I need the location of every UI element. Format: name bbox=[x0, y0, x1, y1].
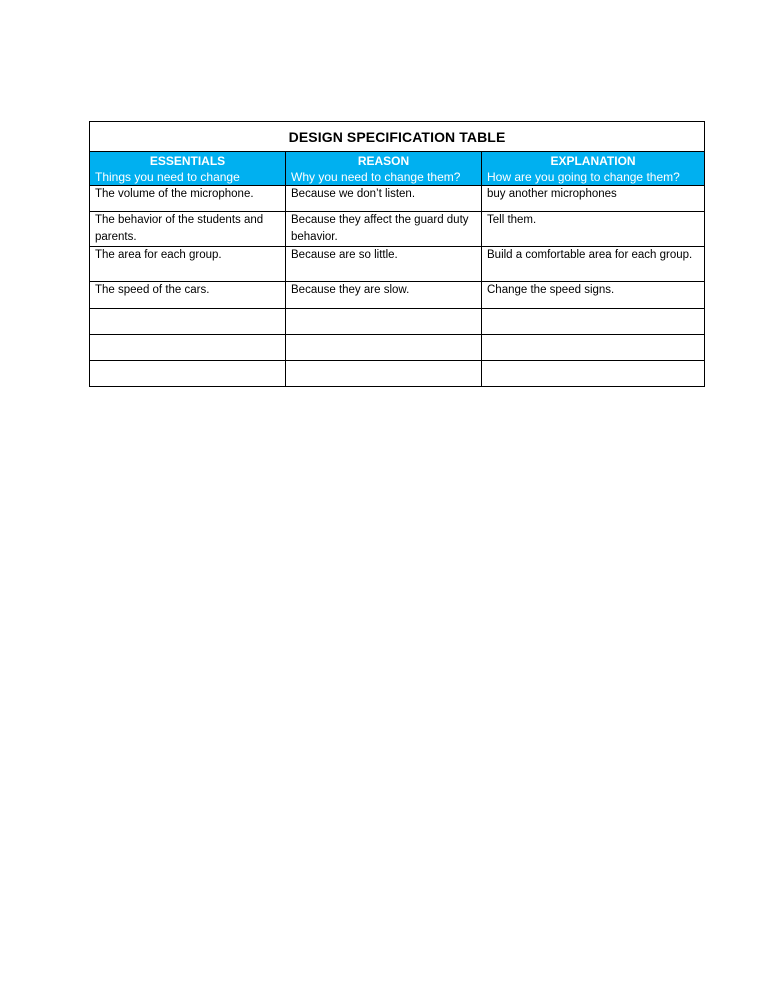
table-cell: The speed of the cars. bbox=[90, 282, 286, 309]
table-title: DESIGN SPECIFICATION TABLE bbox=[90, 122, 705, 152]
table-cell bbox=[286, 309, 482, 335]
table-cell bbox=[482, 309, 705, 335]
column-header-row bbox=[90, 152, 705, 186]
table-row bbox=[90, 186, 705, 212]
table-row-empty bbox=[90, 309, 705, 335]
table-cell bbox=[90, 335, 286, 361]
table-cell bbox=[90, 361, 286, 387]
table-cell: Build a comfortable area for each group. bbox=[482, 247, 705, 282]
column-heading: EXPLANATION bbox=[550, 154, 636, 168]
table-row bbox=[90, 282, 705, 309]
table-cell: buy another microphones bbox=[482, 186, 705, 212]
table-cell bbox=[286, 361, 482, 387]
table-row bbox=[90, 212, 705, 247]
table-cell: Change the speed signs. bbox=[482, 282, 705, 309]
table-row-empty bbox=[90, 335, 705, 361]
table-cell bbox=[90, 309, 286, 335]
column-heading: ESSENTIALS bbox=[149, 154, 226, 168]
design-specification-table bbox=[89, 121, 705, 387]
table-cell: The area for each group. bbox=[90, 247, 286, 282]
table-cell: The behavior of the students and parents. bbox=[90, 212, 286, 247]
table-cell: The volume of the microphone. bbox=[90, 186, 286, 212]
table-cell: Because they affect the guard duty behavior. bbox=[286, 212, 482, 247]
table-row bbox=[90, 247, 705, 282]
column-header-explanation bbox=[482, 152, 705, 186]
table-cell: Because we don’t listen. bbox=[286, 186, 482, 212]
table-cell bbox=[482, 335, 705, 361]
table-row-empty bbox=[90, 361, 705, 387]
column-heading: REASON bbox=[357, 154, 410, 168]
column-subheading: How are you going to change them? bbox=[487, 170, 680, 184]
column-header-essentials bbox=[90, 152, 286, 186]
table-cell bbox=[286, 335, 482, 361]
column-subheading: Things you need to change bbox=[95, 170, 240, 184]
column-header-reason bbox=[286, 152, 482, 186]
table-cell bbox=[482, 361, 705, 387]
column-subheading: Why you need to change them? bbox=[291, 170, 461, 184]
table-cell: Because they are slow. bbox=[286, 282, 482, 309]
table-cell: Because are so little. bbox=[286, 247, 482, 282]
table-cell: Tell them. bbox=[482, 212, 705, 247]
